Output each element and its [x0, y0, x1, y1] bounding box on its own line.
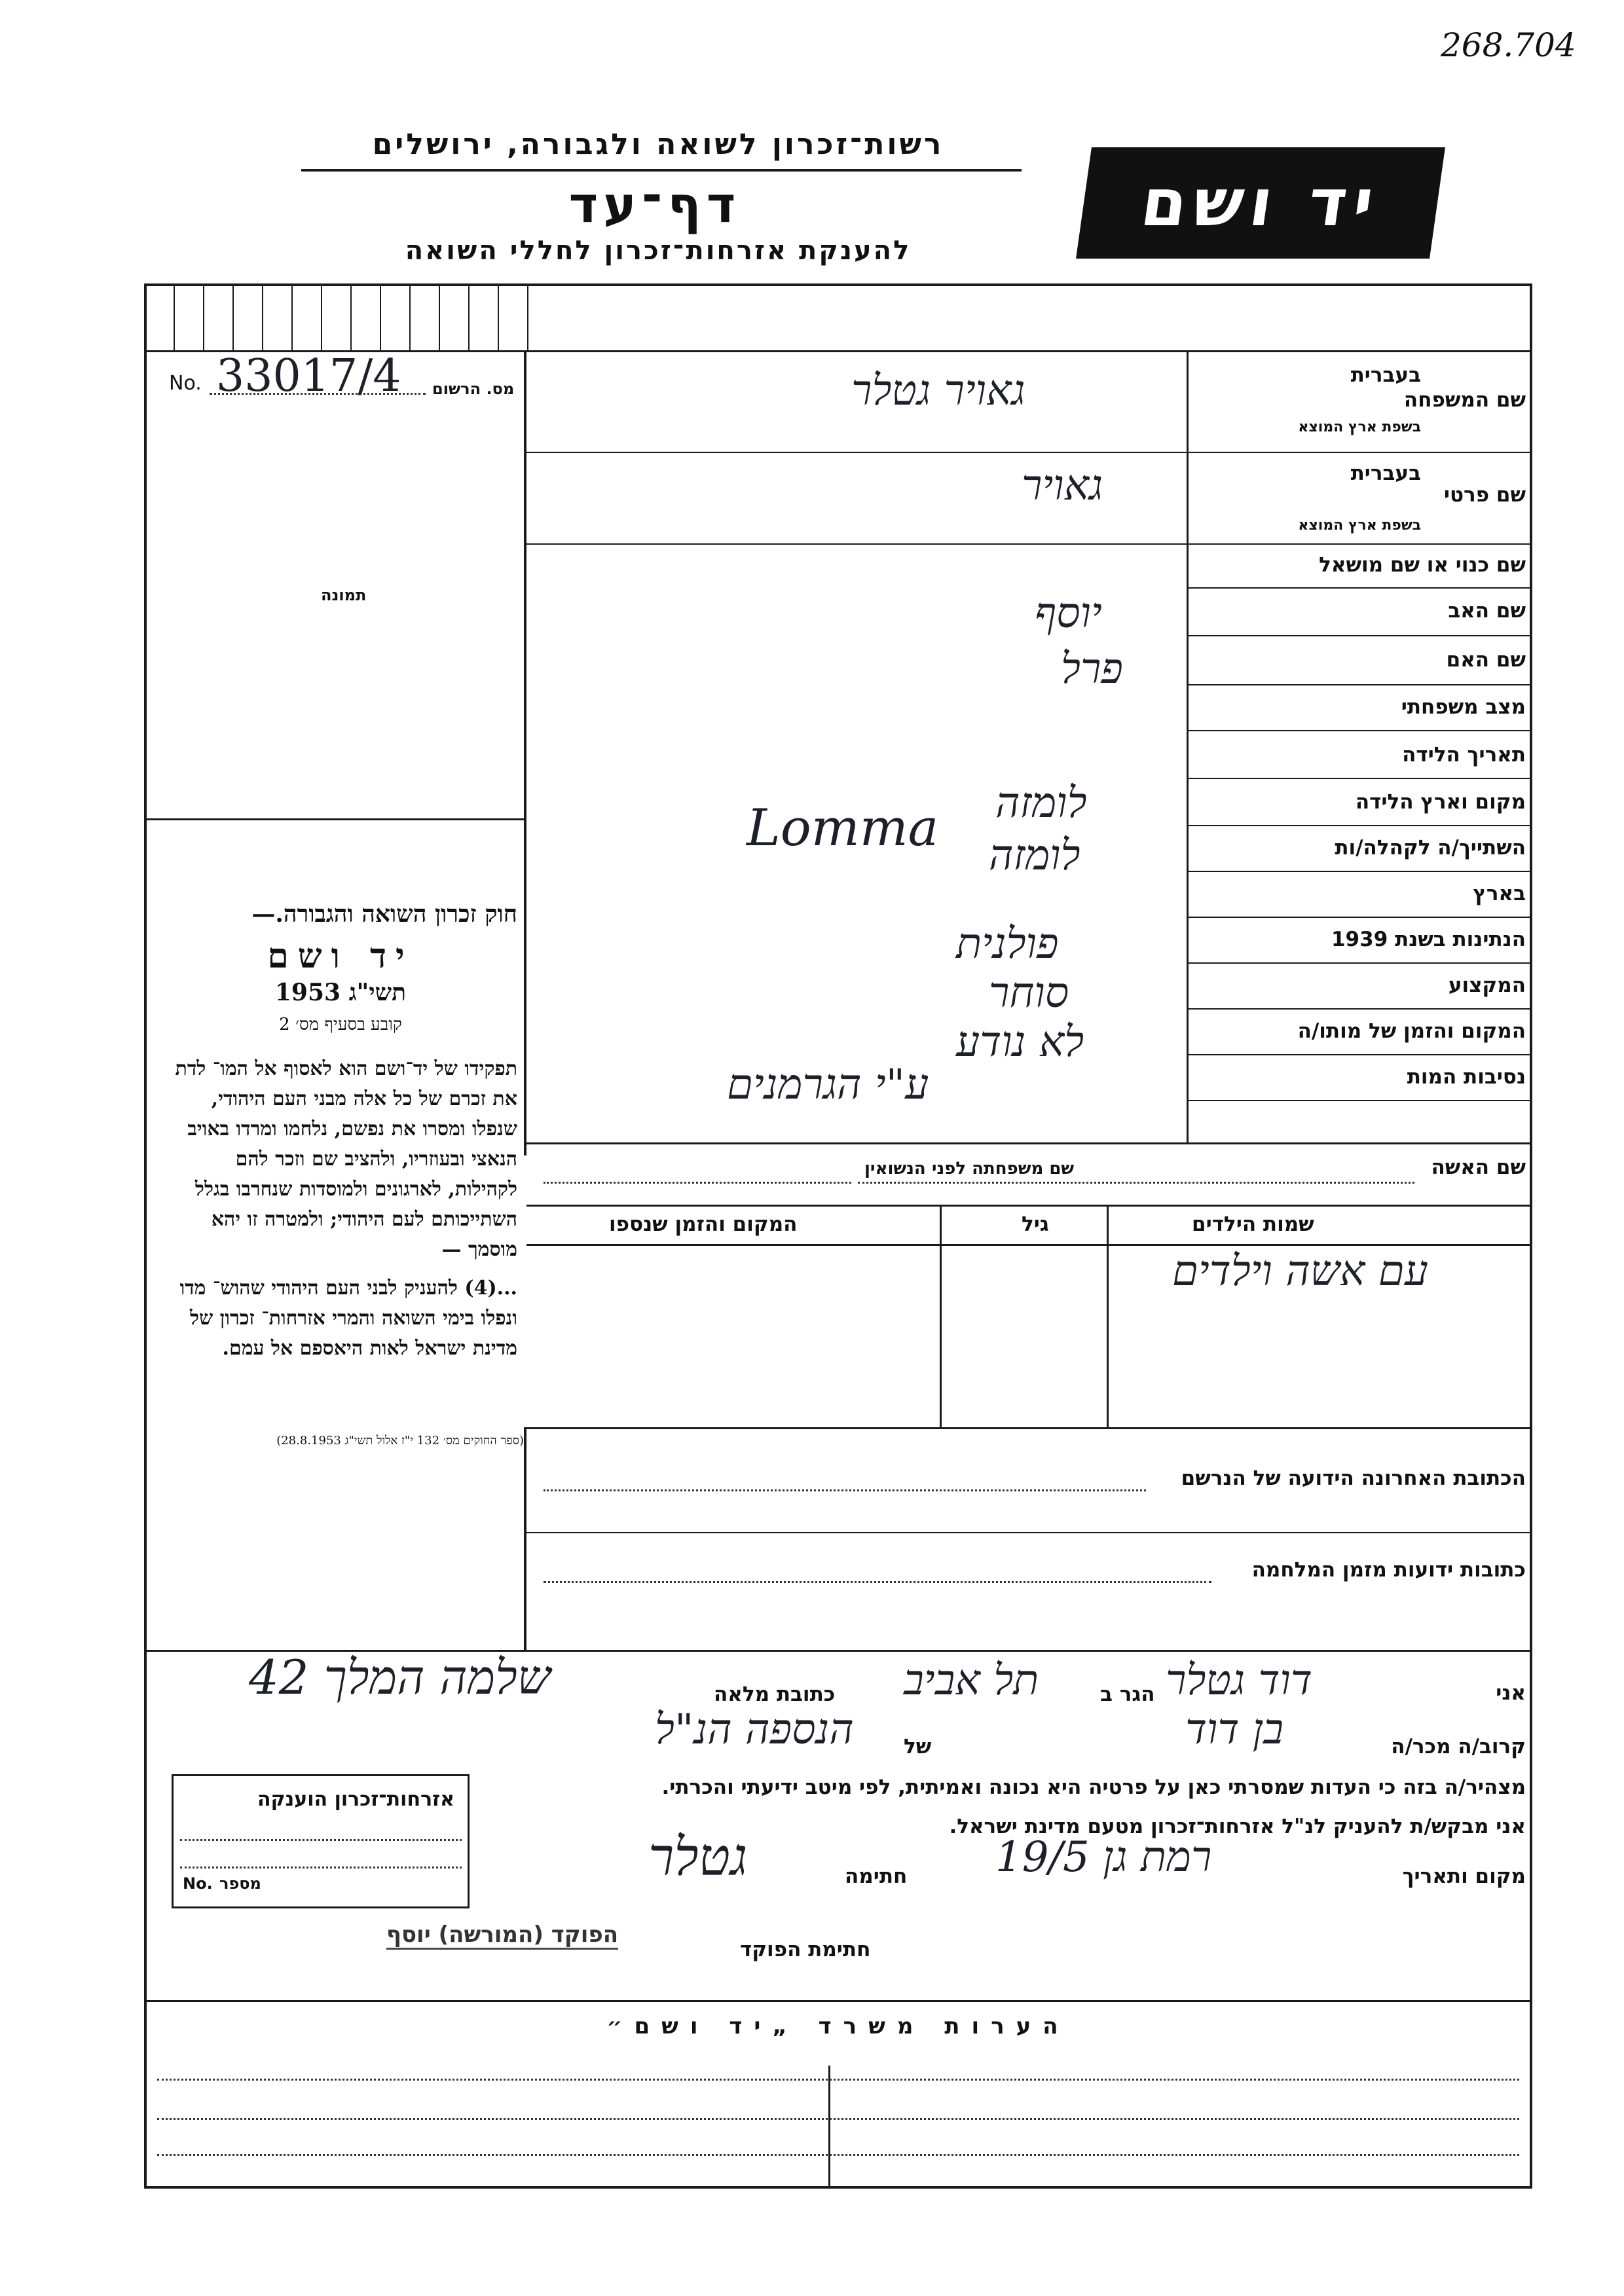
father-value: יוסף — [1035, 589, 1102, 638]
award-box-number-label: מספר — [219, 1874, 261, 1893]
children-names-header: שמות הילדים — [1192, 1212, 1314, 1236]
first-name-origin-label: בשפת ארץ המוצא — [1298, 517, 1421, 534]
law-title: חוק זכרון השואה והגבורה.— — [251, 900, 517, 928]
official-stamp: הפוקד (המורשה) יוסף — [386, 1922, 618, 1950]
law-name: יד ושם — [267, 936, 414, 976]
award-box — [172, 1774, 470, 1908]
community-label: השתייך/ה לקהלה/ות — [1335, 836, 1526, 860]
place-date-value: רמת גן 19/5 — [995, 1833, 1212, 1882]
archive-number: 268.704 — [1441, 26, 1576, 64]
declarant-of-label: של — [904, 1735, 932, 1758]
first-name-label: שם פרטי — [1443, 483, 1526, 507]
declarant-city: תל אביב — [904, 1656, 1039, 1705]
award-box-title: אזרחות־זכרון הוענקה — [257, 1788, 454, 1811]
registration-label: מס. הרשום — [432, 380, 515, 398]
war-addresses-label: כתובות ידועות מזמן המלחמה — [1251, 1558, 1526, 1582]
photo-label: תמונה — [321, 586, 367, 604]
children-entry: עם אשה וילדים — [1172, 1247, 1428, 1296]
law-year: תשי"ג 1953 — [274, 979, 407, 1006]
birth-date-label: תאריך הלידה — [1402, 743, 1526, 767]
office-notes-label: הערות משרד „יד ושם״ — [606, 2013, 1070, 2039]
family-name-origin-label: בשפת ארץ המוצא — [1298, 419, 1421, 435]
death-circumstances-label: נסיבות המות — [1407, 1065, 1526, 1089]
father-label: שם האב — [1448, 599, 1526, 623]
family-name-hebrew-label: בעברית — [1350, 363, 1421, 387]
place-date-label: מקום ותאריך — [1402, 1865, 1526, 1888]
family-name-label: שם המשפחה — [1403, 388, 1526, 412]
profession-value: סוחר — [989, 969, 1069, 1017]
mother-label: שם האם — [1446, 648, 1526, 672]
declarant-address-label: כתובת מלאה — [714, 1683, 836, 1706]
declarant-relation-of: הנספה הנ"ל — [655, 1705, 854, 1754]
request-text: אני מבקש/ת להעניק לנ"ל אזרחות־זכרון מטעם מדינת ישראל. — [949, 1815, 1526, 1838]
declarant-address: שלמה המלך 42 — [249, 1650, 551, 1705]
authority-heading: רשות־זכרון לשואה ולגבורה, ירושלים — [372, 128, 944, 161]
citizenship-label: הנתינות בשנת 1939 — [1331, 928, 1526, 951]
declarant-relation: בן דוד — [1185, 1705, 1283, 1754]
declarant-name: דוד גטלר — [1166, 1656, 1312, 1705]
signature: גטלר — [648, 1827, 748, 1887]
spouse-maiden-label: שם משפחתה לפני הנשואין — [864, 1159, 1075, 1178]
death-place-label: המקום והזמן של מותו/ה — [1297, 1019, 1526, 1043]
last-address-label: הכתובת האחרונה הידועה של הנרשם — [1181, 1467, 1526, 1490]
declaration-text: מצהיר/ה בזה כי העדות שמסרתי כאן על פרטיה היא נכונה ואמיתית, לפי מיטב ידיעתי והכרתי. — [661, 1776, 1526, 1799]
law-citation: (ספר החוקים מס׳ 132 י"ז אלול תשי"ג 28.8.1953) — [276, 1434, 524, 1448]
death-place-value: לא נודע — [956, 1018, 1084, 1066]
birth-place-label: מקום וארץ הלידה — [1355, 790, 1526, 814]
mother-value: פרל — [1061, 645, 1123, 693]
birth-place-value: לומזה — [995, 779, 1087, 828]
first-name-value: גאויר — [1022, 462, 1103, 510]
declarant-i-label: אני — [1496, 1681, 1526, 1705]
form-subtitle: להענקת אזרחות־זכרון לחללי השואה — [405, 236, 912, 266]
profession-label: המקצוע — [1448, 974, 1526, 997]
registration-no-label: No. — [169, 372, 202, 395]
death-circumstances-value: ע"י הגרמנים — [727, 1061, 929, 1109]
form-title: דף־עד — [568, 175, 741, 234]
community-value: לומזה — [989, 831, 1080, 880]
logo-text: יד ושם — [1136, 164, 1385, 241]
registration-number: 33017/4 — [216, 350, 401, 402]
spouse-label: שם האשה — [1431, 1156, 1526, 1179]
law-paragraph-1: תפקידו של יד־ושם הוא לאסוף אל המו־ לדת את זכרם של כל אלה מבני העם היהודי, שנפלו ומסרו את נפשם, נלחמו ומרדו באויב הנאצי ובעוזריו, ולהציב שם וזכר להם לקהילות, לארגונים ולמוסדות שנחרבו בגלל השתייכותם לעם היהודי; ולמטרה זו יהא מוסמך — — [175, 1057, 517, 1261]
award-box-no-label: No. — [183, 1874, 213, 1893]
family-name-value: גאויר גטלר — [851, 367, 1025, 415]
official-signature-label: חתימת הפוקד — [740, 1938, 871, 1961]
declarant-relative-label: קרוב/ה מכר/ה — [1391, 1735, 1526, 1758]
country-label: בארץ — [1473, 882, 1526, 905]
declarant-resides-label: הגר ב — [1100, 1683, 1155, 1706]
law-section: קובע בסעיף מס׳ 2 — [279, 1015, 402, 1034]
signature-label: חתימה — [845, 1865, 908, 1888]
law-paragraph-2: ...(4) להעניק לבני העם היהודי שהוש־ מדו ונפלו בימי השואה והמרי אזרחות־ זכרון של מדינת ישראל לאות היאספם אל עמם. — [179, 1277, 517, 1360]
birth-place-latin: Lomma — [747, 799, 939, 858]
children-age-header: גיל — [1022, 1212, 1049, 1236]
first-name-hebrew-label: בעברית — [1350, 462, 1421, 485]
marital-label: מצב משפחתי — [1401, 695, 1526, 719]
yad-vashem-logo — [1076, 147, 1445, 259]
citizenship-value: פולנית — [956, 920, 1059, 968]
nickname-label: שם כנוי או שם מושאל — [1319, 553, 1526, 577]
children-place-header: המקום והזמן שנספו — [609, 1212, 798, 1236]
